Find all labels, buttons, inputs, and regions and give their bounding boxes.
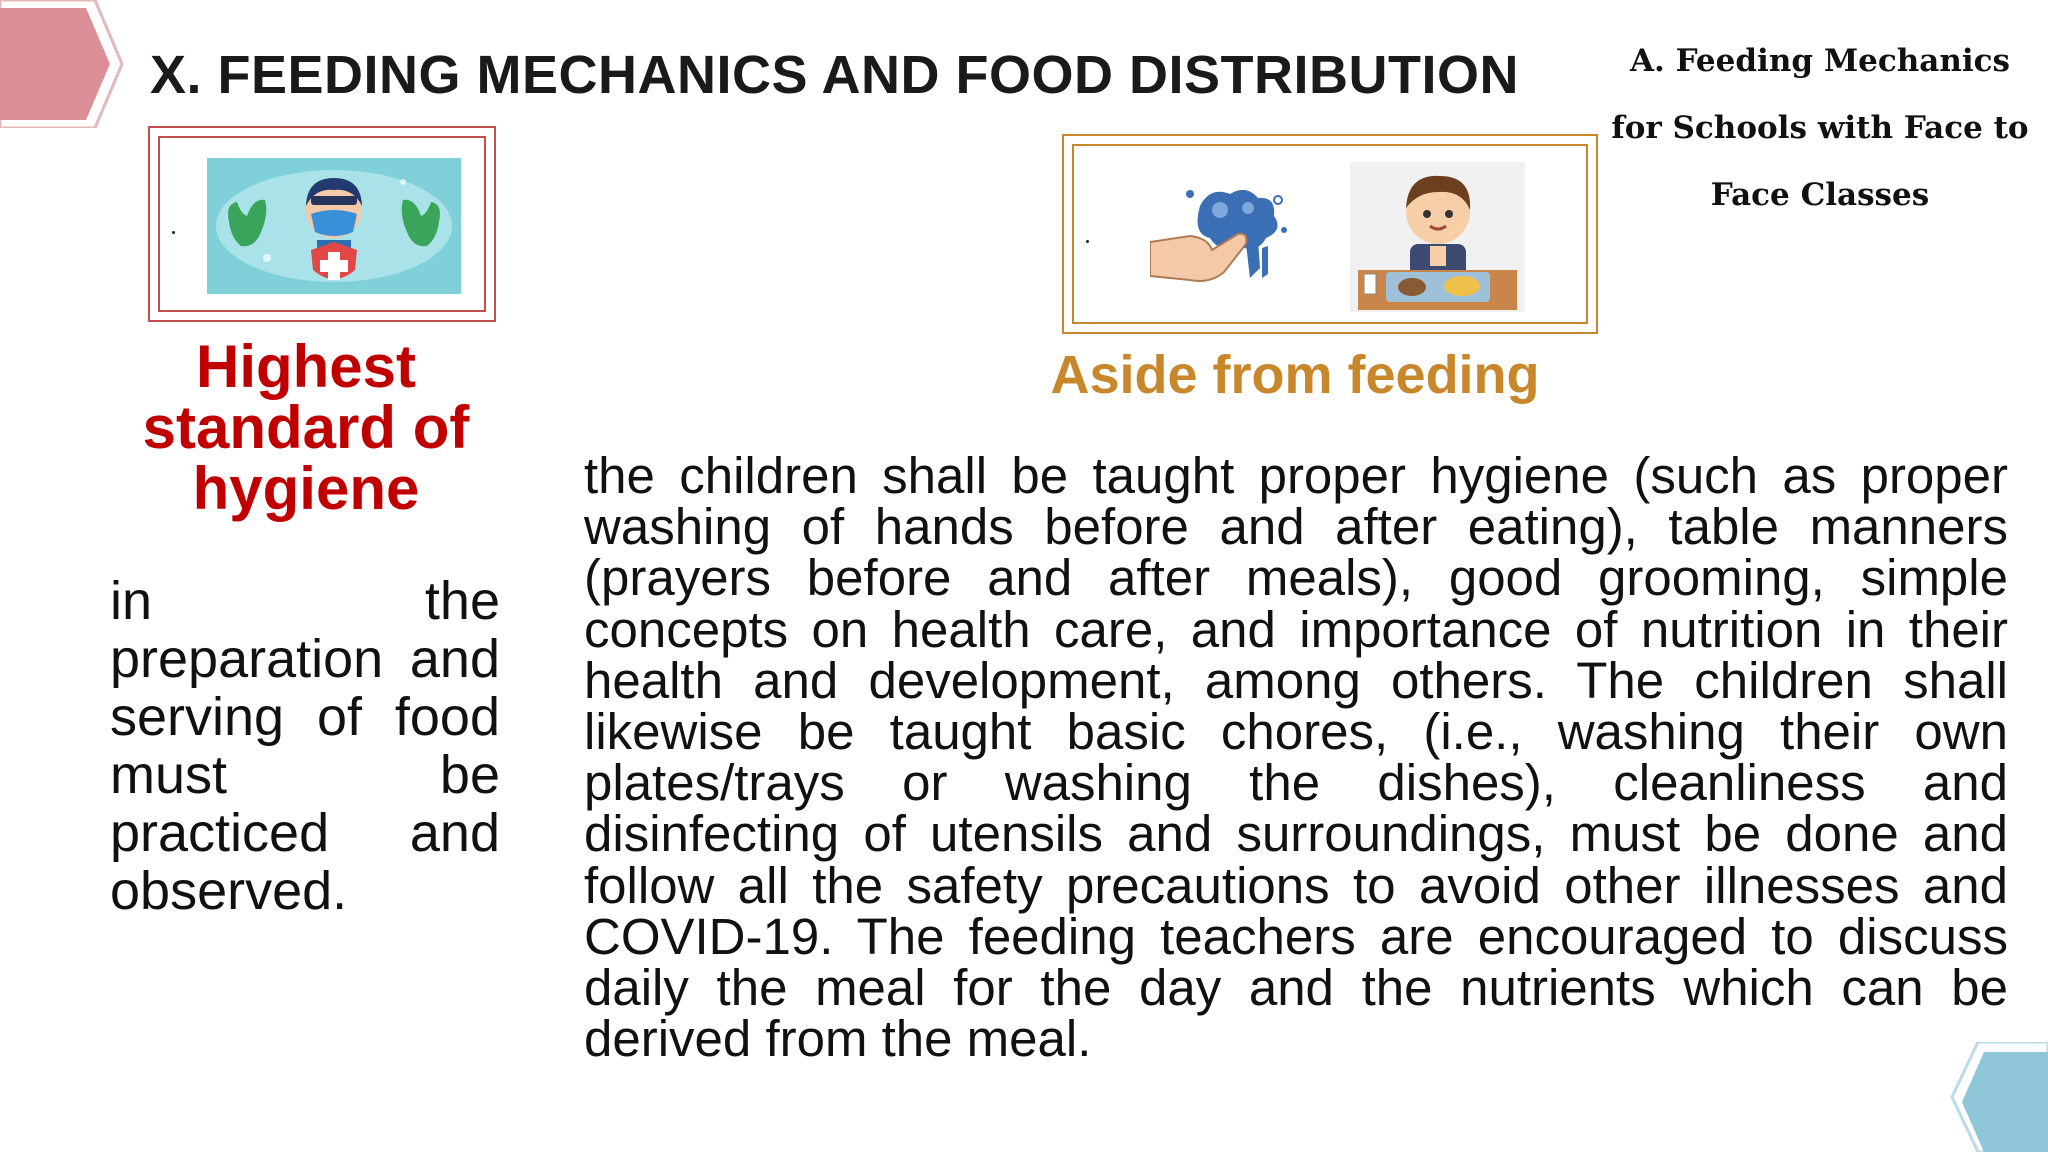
ppe-mask-gloves-icon [207, 158, 461, 294]
hygiene-body-text: in the preparation and serving of food must be practiced and observed. [110, 571, 500, 921]
page-title: X. FEEDING MECHANICS AND FOOD DISTRIBUTION [150, 45, 1520, 105]
hygiene-heading: Highest standard of hygiene [142, 333, 470, 522]
aside-body-text: the children shall be taught proper hygiene (such as proper washing of hands before and after eating), table manners (prayers before and after meals), good grooming, simple concepts on health care, and importance of nutrition in their health and development, among others. The children shall likewise be taught basic chores, (i.e., washing their own plates/trays or washing the dishes), cleanliness and disinfecting of utensils and surroundings, must be done and follow all the safety precautions to avoid other illnesses and COVID-19. The feeding teachers are encouraged to discuss daily the meal for the day and the nutrients which can be derived from the meal. [584, 447, 2008, 1068]
bullet-dot [1086, 240, 1089, 243]
corner-decoration-top-left [0, 0, 125, 128]
child-meal-tray-icon [1350, 162, 1525, 312]
bullet-dot [172, 231, 175, 234]
handwashing-icon [1150, 180, 1290, 290]
aside-heading: Aside from feeding [1050, 345, 1540, 405]
section-subtitle: A. Feeding Mechanics for Schools with Face to Face Classes [1611, 43, 2029, 213]
